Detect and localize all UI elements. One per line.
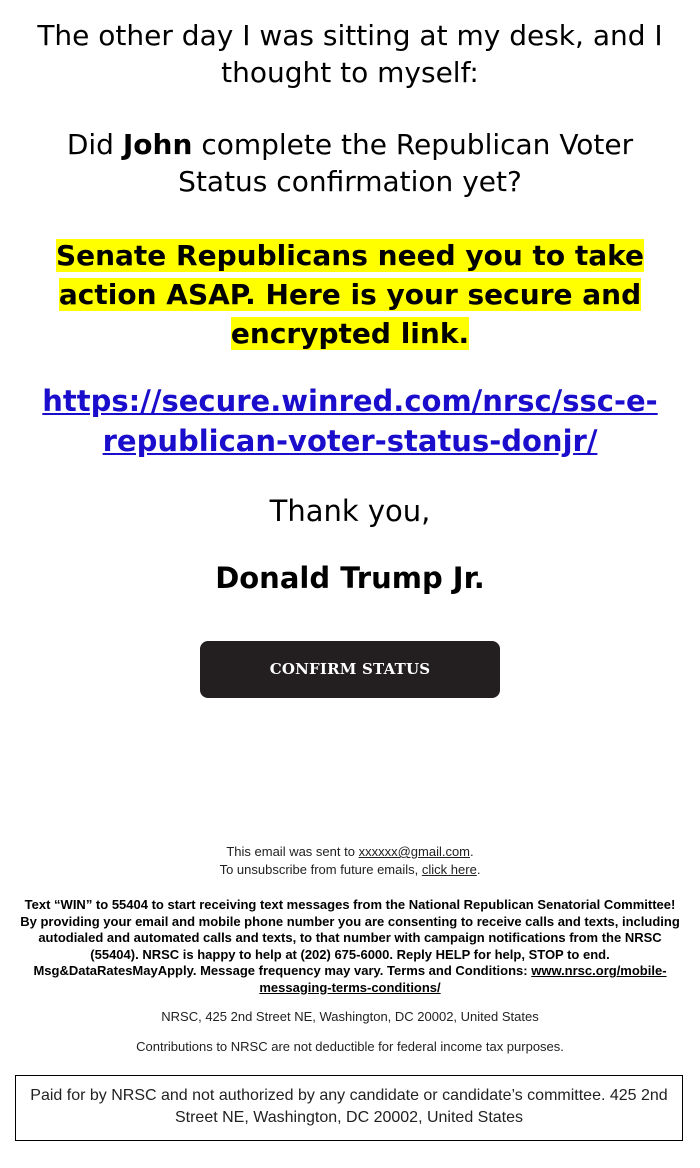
sms-terms-link[interactable]: www.nrsc.org/mobile-messaging-terms-conditions/ [259, 963, 667, 995]
question-suffix: complete the Republican Voter Status confirmation yet? [178, 128, 634, 198]
secure-link[interactable]: https://secure.winred.com/nrsc/ssc-e-republican-voter-status-donjr/ [42, 384, 658, 458]
recipient-email-link[interactable]: xxxxxx@gmail.com [358, 844, 471, 859]
question-paragraph [0, 91, 700, 200]
secure-link-paragraph [0, 353, 700, 461]
mailing-address: NRSC, 425 2nd Street NE, Washington, DC 20002, United States [161, 1009, 539, 1024]
intro-paragraph: The other day I was sitting at my desk, and I thought to myself: [37, 19, 663, 89]
sms-text: Text “WIN” to 55404 to start receiving text messages from the National Republican Senatorial Committee! By providing your email and mobile phone number you are consenting to receive calls and texts, including autodialed and automated calls and texts, to that number with campaign notifications from the NRSC (55404). NRSC is happy to help at (202) 675-6000. Reply HELP for help, STOP to end. Msg&DataRatesMayApply. Message frequency may vary. Terms and Conditions: [20, 897, 680, 978]
unsubscribe-suffix: . [476, 862, 481, 877]
unsubscribe-link[interactable]: click here [421, 862, 477, 877]
sms-disclaimer [0, 879, 700, 996]
confirm-status-button[interactable]: CONFIRM STATUS [200, 641, 500, 698]
recipient-name: John [122, 128, 193, 161]
signer-name: Donald Trump Jr. [215, 561, 485, 595]
closing-text: Thank you, [269, 494, 431, 528]
highlighted-text: Senate Republicans need you to take action ASAP. Here is your secure and encrypted link. [55, 239, 645, 350]
unsubscribe-prefix: To unsubscribe from future emails, [219, 862, 419, 877]
question-prefix: Did [66, 128, 114, 161]
paid-for-disclaimer: Paid for by NRSC and not authorized by any candidate or candidate’s committee. 425 2nd Street NE, Washington, DC 20002, United States [15, 1075, 683, 1141]
sent-to-suffix: . [470, 844, 474, 859]
unsubscribe-line [0, 861, 700, 879]
sent-to-line [0, 843, 700, 861]
tax-note: Contributions to NRSC are not deductible for federal income tax purposes. [136, 1039, 564, 1054]
highlight-paragraph [0, 200, 700, 353]
email-footer [0, 843, 700, 1056]
sent-to-prefix: This email was sent to [226, 844, 355, 859]
